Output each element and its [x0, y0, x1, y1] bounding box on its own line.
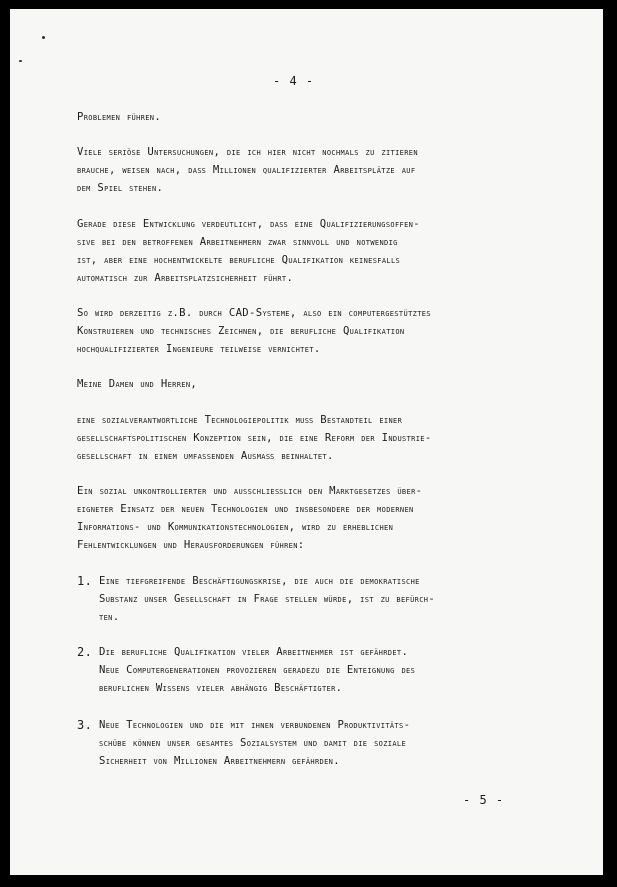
paragraph-6: eine sozialverantwortliche Technologiepolitik muß Bestandteil einer gesellschaftspolitischen Konzeption sein, die eine Reform der Industrie- gesellschaft in einem umfassenden Ausmaß beinhaltet.	[77, 414, 432, 462]
paragraph-2: Viele seriöse Untersuchungen, die ich hier nicht nochmals zu zitieren brauche, weisen nach, daß Millionen qualifizierter Arbeitsplätze auf dem Spiel stehen.	[77, 146, 418, 194]
paragraph-1: Problemen führen.	[77, 111, 162, 123]
list-text: Neue Technologien und die mit ihnen verbundenen Produktivitäts- schübe können unser gesamtes Sozialsystem und damit die soziale Sicherheit von Millionen Arbeitnehmern gefährden.	[99, 719, 411, 767]
document-page	[10, 9, 603, 875]
page-number-top: - 4 -	[273, 74, 315, 88]
paragraph-7: Ein sozial unkontrollierter und ausschließlich den Marktgesetzes über- eigneter Einsatz der neuen Technologien und insbesondere der modernen Informations- und Kommunikationstechnologien, wird zu erheblichen Fehlentwicklungen und Herausforderungen führen:	[77, 485, 423, 551]
page-number-bottom: - 5 -	[463, 793, 505, 807]
list-number: 1.	[77, 574, 93, 588]
scan-speck	[42, 36, 45, 39]
paragraph-4: So wird derzeitig z.B. durch CAD-Systeme, also ein computergestütztes Konstruieren und technisches Zeichnen, die berufliche Qualifikation hochqualifizierter Ingenieure teilweise vernichtet.	[77, 307, 431, 355]
paragraph-3: Gerade diese Entwicklung verdeutlicht, daß eine Qualifizierungsoffen- sive bei den betroffenen Arbeitnehmern zwar sinnvoll und notwendig ist, aber eine hochentwickelte berufliche Qualifikation keinesfalls automatisch zur Arbeitsplatzsicherheit führt.	[77, 218, 420, 284]
list-number: 2.	[77, 645, 93, 659]
list-text: Die berufliche Qualifikation vieler Arbeitnehmer ist gefährdet. Neue Computergenerationen provozieren geradezu die Enteignung des beruflichen Wissens vieler abhängig Beschäftigter.	[99, 646, 416, 694]
list-text: Eine tiefgreifende Beschäftigungskrise, die auch die demokratische Substanz unser Gesellschaft in Frage stellen würde, ist zu befürch- ten.	[99, 575, 436, 623]
list-number: 3.	[77, 718, 93, 732]
paragraph-5: Meine Damen und Herren,	[77, 378, 198, 390]
scan-speck	[19, 60, 22, 62]
